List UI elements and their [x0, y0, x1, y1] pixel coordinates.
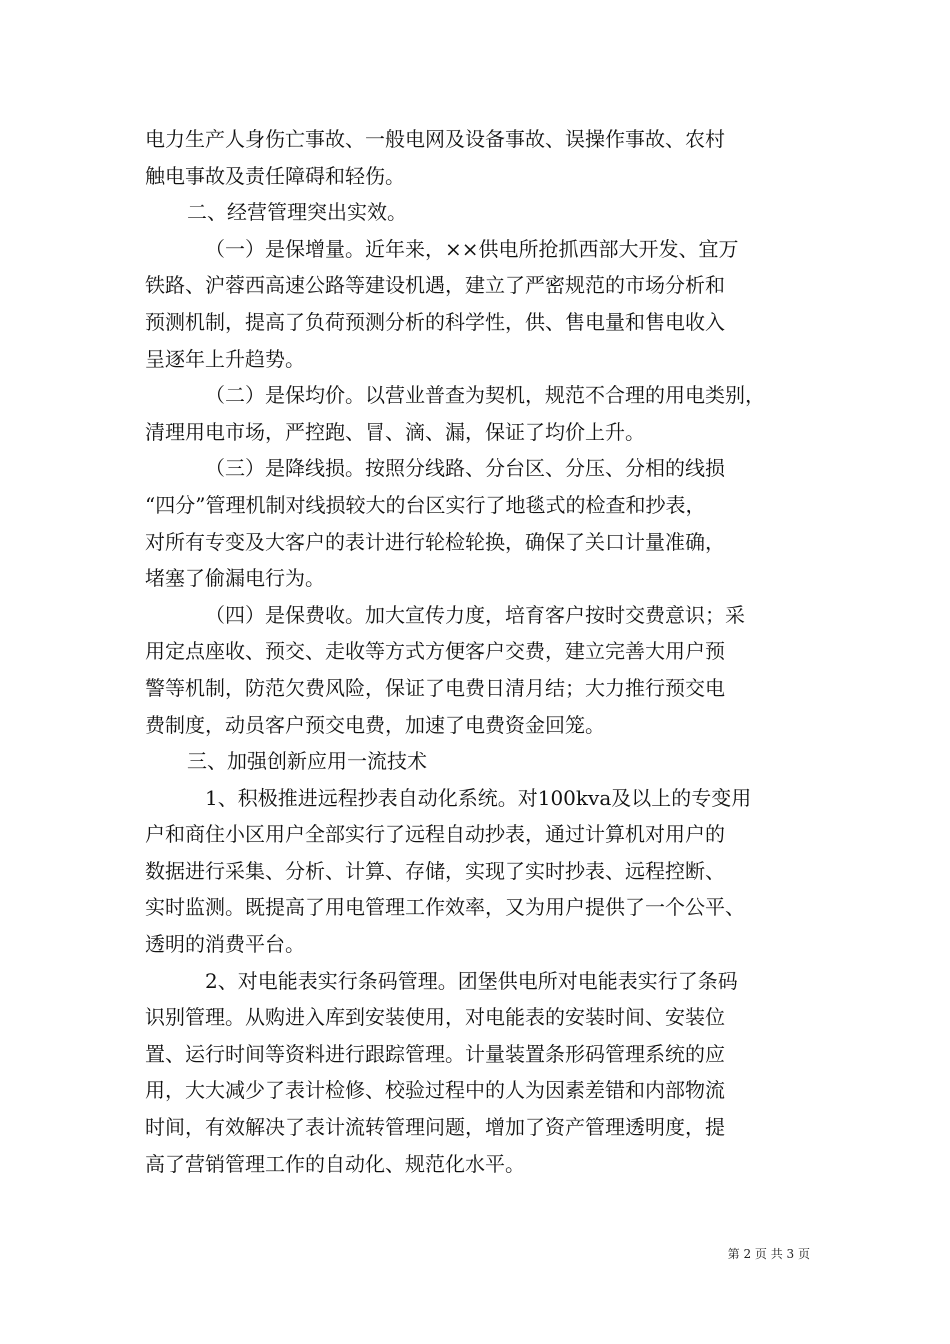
text-line: “四分”管理机制对线损较大的台区实行了地毯式的检查和抄表，	[145, 492, 706, 517]
text-line: 二、经营管理突出实效。	[187, 200, 407, 225]
text-line: 触电事故及责任障碍和轻伤。	[145, 163, 405, 188]
text-line: 清理用电市场，严控跑、冒、滴、漏，保证了均价上升。	[145, 419, 645, 444]
text-line: （四）是保费收。加大宣传力度，培育客户按时交费意识；采	[205, 602, 745, 627]
text-line: 堵塞了偷漏电行为。	[145, 566, 325, 591]
text-line: 铁路、沪蓉西高速公路等建设机遇，建立了严密规范的市场分析和	[145, 273, 725, 298]
text-line: 2、对电能表实行条码管理。团堡供电所对电能表实行了条码	[205, 968, 738, 993]
text-line: 用，大大减少了表计检修、校验过程中的人为因素差错和内部物流	[145, 1078, 725, 1103]
text-line: 识别管理。从购进入库到安装使用，对电能表的安装时间、安装位	[145, 1005, 725, 1030]
text-line: 1、积极推进远程抄表自动化系统。对100kva及以上的专变用	[205, 785, 752, 810]
text-line: （一）是保增量。近年来，××供电所抢抓西部大开发、宜万	[205, 236, 739, 261]
text-line: 户和商住小区用户全部实行了远程自动抄表，通过计算机对用户的	[145, 822, 725, 847]
text-line: 预测机制，提高了负荷预测分析的科学性，供、售电量和售电收入	[145, 309, 725, 334]
text-line: 费制度，动员客户预交电费，加速了电费资金回笼。	[145, 712, 605, 737]
text-line: （二）是保均价。以营业普查为契机，规范不合理的用电类别，	[205, 383, 765, 408]
text-line: 透明的消费平台。	[145, 932, 305, 957]
page-number: 第 2 页 共 3 页	[727, 1247, 810, 1261]
text-line: 三、加强创新应用一流技术	[187, 749, 427, 774]
text-line: 电力生产人身伤亡事故、一般电网及设备事故、误操作事故、农村	[145, 127, 725, 151]
text-line: 用定点座收、预交、走收等方式方便客户交费，建立完善大用户预	[145, 639, 725, 664]
text-line: 实时监测。既提高了用电管理工作效率，又为用户提供了一个公平、	[145, 895, 745, 920]
text-line: 呈逐年上升趋势。	[145, 346, 305, 371]
text-line: （三）是降线损。按照分线路、分台区、分压、分相的线损	[205, 456, 725, 481]
text-line: 置、运行时间等资料进行跟踪管理。计量装置条形码管理系统的应	[145, 1041, 725, 1066]
text-line: 对所有专变及大客户的表计进行轮检轮换，确保了关口计量准确，	[145, 529, 725, 554]
text-line: 高了营销管理工作的自动化、规范化水平。	[145, 1151, 525, 1176]
body-text	[145, 121, 810, 1182]
paragraph-group	[145, 121, 810, 1182]
text-line: 时间，有效解决了表计流转管理问题，增加了资产管理透明度，提	[145, 1115, 725, 1140]
text-line: 警等机制，防范欠费风险，保证了电费日清月结；大力推行预交电	[145, 675, 725, 700]
text-line: 数据进行采集、分析、计算、存储，实现了实时抄表、远程控断、	[145, 858, 725, 883]
